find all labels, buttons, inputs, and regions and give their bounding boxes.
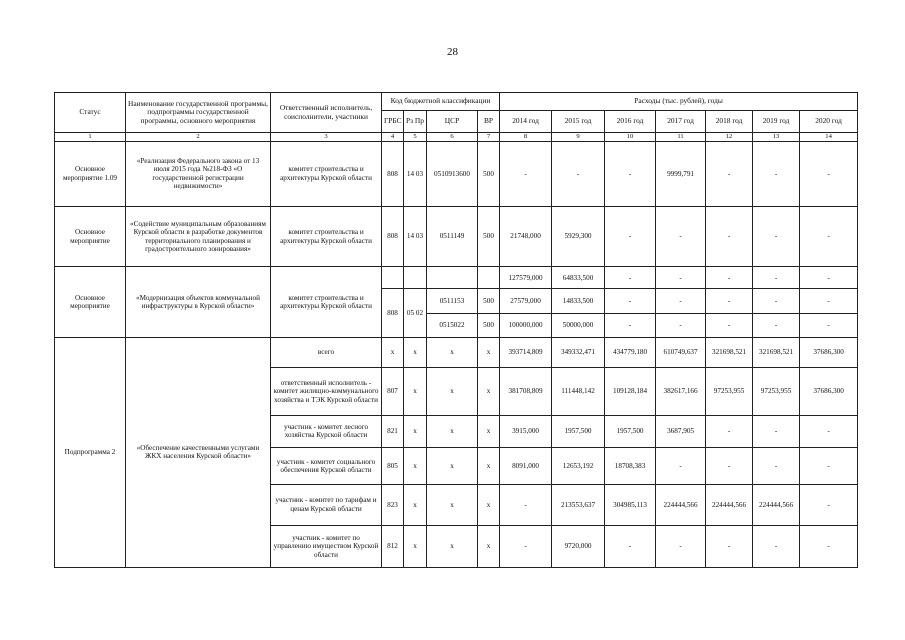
header-year: 2016 год bbox=[605, 111, 656, 133]
row-grbs: 807 bbox=[382, 368, 404, 415]
row-grbs: х bbox=[382, 337, 404, 367]
row-csr: х bbox=[427, 525, 478, 567]
column-number: 14 bbox=[800, 133, 858, 142]
row-value: 37686,300 bbox=[800, 337, 858, 367]
row-vr: 500 bbox=[478, 206, 500, 267]
row-value: 304985,113 bbox=[605, 485, 656, 525]
row-csr: х bbox=[427, 447, 478, 484]
row-value: - bbox=[656, 447, 706, 484]
column-number: 7 bbox=[478, 133, 500, 142]
row-value: 21748,000 bbox=[500, 206, 552, 267]
row-value: - bbox=[605, 313, 656, 337]
row-value: - bbox=[656, 525, 706, 567]
row-responsible: всего bbox=[271, 337, 382, 367]
row-vr: х bbox=[478, 368, 500, 415]
row-rzpr: 14 03 bbox=[404, 142, 427, 207]
row-responsible: комитет строительства и архитектуры Курской области bbox=[271, 267, 382, 338]
row-value: - bbox=[706, 313, 753, 337]
row-csr: х bbox=[427, 415, 478, 447]
page-number: 28 bbox=[447, 46, 458, 58]
row-vr: 500 bbox=[478, 289, 500, 313]
row-csr: 0511153 bbox=[427, 289, 478, 313]
row-value: - bbox=[800, 289, 858, 313]
row-value: 381708,809 bbox=[500, 368, 552, 415]
row-csr: х bbox=[427, 485, 478, 525]
row-value: - bbox=[800, 142, 858, 207]
header-grbs: ГРБС bbox=[382, 111, 404, 133]
row-value: 434779,180 bbox=[605, 337, 656, 367]
row-value: 14833,500 bbox=[552, 289, 605, 313]
row-responsible: участник - комитет социального обеспечения Курской области bbox=[271, 447, 382, 484]
row-value: - bbox=[753, 142, 800, 207]
row-csr: х bbox=[427, 368, 478, 415]
row-value: - bbox=[500, 142, 552, 207]
row-value: - bbox=[753, 525, 800, 567]
row-value: - bbox=[753, 447, 800, 484]
row-grbs: 808 bbox=[382, 206, 404, 267]
row-value: - bbox=[656, 289, 706, 313]
row-value: 97253,955 bbox=[706, 368, 753, 415]
row-rzpr: 14 03 bbox=[404, 206, 427, 267]
row-value: - bbox=[800, 485, 858, 525]
row-value: 5929,300 bbox=[552, 206, 605, 267]
column-number: 10 bbox=[605, 133, 656, 142]
row-vr: 500 bbox=[478, 142, 500, 207]
column-number: 13 bbox=[753, 133, 800, 142]
row-value: - bbox=[800, 447, 858, 484]
column-number: 6 bbox=[427, 133, 478, 142]
row-grbs: 808 bbox=[382, 142, 404, 207]
header-status: Статус bbox=[55, 93, 126, 133]
row-value: 127579,000 bbox=[500, 267, 552, 289]
row-responsible: комитет строительства и архитектуры Курской области bbox=[271, 206, 382, 267]
row-value: 610749,637 bbox=[656, 337, 706, 367]
row-name: «Модернизация объектов коммунальной инфраструктуры в Курской области» bbox=[126, 267, 271, 338]
row-rzpr: х bbox=[404, 525, 427, 567]
row-vr: х bbox=[478, 415, 500, 447]
table-row bbox=[55, 206, 858, 267]
row-value: 224444,566 bbox=[656, 485, 706, 525]
row-vr: х bbox=[478, 485, 500, 525]
row-value: 100000,000 bbox=[500, 313, 552, 337]
row-value: 349332,471 bbox=[552, 337, 605, 367]
row-value: - bbox=[605, 267, 656, 289]
row-value: - bbox=[753, 206, 800, 267]
row-grbs: 805 bbox=[382, 447, 404, 484]
row-grbs bbox=[382, 267, 404, 289]
row-value: 9720,000 bbox=[552, 525, 605, 567]
row-value: 8091,000 bbox=[500, 447, 552, 484]
row-status: Основное мероприятие bbox=[55, 206, 126, 267]
table-row bbox=[55, 142, 858, 207]
header-year: 2020 год bbox=[800, 111, 858, 133]
header-expenses: Расходы (тыс. рублей), годы bbox=[500, 93, 858, 111]
row-name: «Обеспечение качественными услугами ЖКХ населения Курской области» bbox=[126, 337, 271, 567]
row-value: 9999,791 bbox=[656, 142, 706, 207]
column-number: 12 bbox=[706, 133, 753, 142]
row-csr: 0510913600 bbox=[427, 142, 478, 207]
row-vr: 500 bbox=[478, 313, 500, 337]
header-year: 2014 год bbox=[500, 111, 552, 133]
row-vr bbox=[478, 267, 500, 289]
header-budget-code: Код бюджетной классификации bbox=[382, 93, 500, 111]
row-rzpr: х bbox=[404, 415, 427, 447]
header-year: 2018 год bbox=[706, 111, 753, 133]
row-value: - bbox=[605, 289, 656, 313]
row-value: - bbox=[800, 313, 858, 337]
row-rzpr: х bbox=[404, 447, 427, 484]
row-value: - bbox=[656, 267, 706, 289]
row-rzpr: х bbox=[404, 337, 427, 367]
header-year: 2015 год bbox=[552, 111, 605, 133]
row-value: 1957,500 bbox=[605, 415, 656, 447]
row-responsible: участник - комитет по тарифам и ценам Курской области bbox=[271, 485, 382, 525]
row-rzpr: х bbox=[404, 485, 427, 525]
row-value: - bbox=[800, 415, 858, 447]
row-value: 27579,000 bbox=[500, 289, 552, 313]
header-rzpr: Рз Пр bbox=[404, 111, 427, 133]
row-responsible: участник - комитет по управлению имуществом Курской области bbox=[271, 525, 382, 567]
header-year: 2017 год bbox=[656, 111, 706, 133]
row-value: - bbox=[706, 289, 753, 313]
column-number: 8 bbox=[500, 133, 552, 142]
row-grbs: 821 bbox=[382, 415, 404, 447]
row-value: - bbox=[552, 142, 605, 207]
row-value: 109128,184 bbox=[605, 368, 656, 415]
row-grbs: 808 bbox=[382, 289, 404, 337]
row-value: 224444,566 bbox=[753, 485, 800, 525]
column-number: 3 bbox=[271, 133, 382, 142]
row-value: 111448,142 bbox=[552, 368, 605, 415]
row-value: 321698,521 bbox=[706, 337, 753, 367]
row-vr: х bbox=[478, 447, 500, 484]
row-status: Основное мероприятие 1.09 bbox=[55, 142, 126, 207]
row-value: 3915,000 bbox=[500, 415, 552, 447]
row-value: - bbox=[500, 485, 552, 525]
header-responsible: Ответственный исполнитель, соисполнители, участники bbox=[271, 93, 382, 133]
row-grbs: 812 bbox=[382, 525, 404, 567]
row-vr: х bbox=[478, 337, 500, 367]
row-value: 382617,166 bbox=[656, 368, 706, 415]
row-value: - bbox=[753, 289, 800, 313]
row-value: - bbox=[753, 415, 800, 447]
row-value: - bbox=[706, 447, 753, 484]
row-value: 97253,955 bbox=[753, 368, 800, 415]
column-number: 2 bbox=[126, 133, 271, 142]
column-number: 1 bbox=[55, 133, 126, 142]
header-csr: ЦСР bbox=[427, 111, 478, 133]
row-csr: 0515022 bbox=[427, 313, 478, 337]
row-value: - bbox=[706, 206, 753, 267]
row-value: 213553,637 bbox=[552, 485, 605, 525]
row-value: 50000,000 bbox=[552, 313, 605, 337]
header-name: Наименование государственной программы, подпрограммы государственной программы, основного мероприятия bbox=[126, 93, 271, 133]
row-responsible: комитет строительства и архитектуры Курской области bbox=[271, 142, 382, 207]
header-vr: ВР bbox=[478, 111, 500, 133]
row-value: 18708,383 bbox=[605, 447, 656, 484]
row-value: - bbox=[706, 415, 753, 447]
column-number: 4 bbox=[382, 133, 404, 142]
row-csr bbox=[427, 267, 478, 289]
row-rzpr: 05 02 bbox=[404, 289, 427, 337]
row-value: 3687,905 bbox=[656, 415, 706, 447]
column-number: 11 bbox=[656, 133, 706, 142]
row-rzpr: х bbox=[404, 368, 427, 415]
row-value: - bbox=[605, 206, 656, 267]
row-value: - bbox=[605, 525, 656, 567]
row-responsible: ответственный исполнитель - комитет жилищно-коммунального хозяйства и ТЭК Курской области bbox=[271, 368, 382, 415]
row-value: - bbox=[656, 313, 706, 337]
row-name: «Реализация Федерального закона от 13 июля 2015 года №218-ФЗ «О государственной регистрации недвижимости» bbox=[126, 142, 271, 207]
row-value: 321698,521 bbox=[753, 337, 800, 367]
row-value: - bbox=[656, 206, 706, 267]
column-number: 9 bbox=[552, 133, 605, 142]
row-value: - bbox=[706, 525, 753, 567]
row-value: - bbox=[753, 267, 800, 289]
row-name: «Содействие муниципальным образованиям Курской области в разработке документов территориального планирования и градостроительного зонирования» bbox=[126, 206, 271, 267]
row-value: 1957,500 bbox=[552, 415, 605, 447]
column-number: 5 bbox=[404, 133, 427, 142]
row-grbs: 823 bbox=[382, 485, 404, 525]
row-rzpr bbox=[404, 267, 427, 289]
row-value: - bbox=[800, 206, 858, 267]
row-vr: х bbox=[478, 525, 500, 567]
table-row bbox=[55, 337, 858, 367]
row-value: 224444,566 bbox=[706, 485, 753, 525]
row-value: - bbox=[605, 142, 656, 207]
table-row bbox=[55, 267, 858, 289]
row-value: - bbox=[753, 313, 800, 337]
row-csr: х bbox=[427, 337, 478, 367]
row-status: Подпрограмма 2 bbox=[55, 337, 126, 567]
row-value: 64833,500 bbox=[552, 267, 605, 289]
row-value: - bbox=[706, 142, 753, 207]
row-csr: 0511149 bbox=[427, 206, 478, 267]
row-value: - bbox=[800, 525, 858, 567]
row-responsible: участник - комитет лесного хозяйства Курской области bbox=[271, 415, 382, 447]
row-value: - bbox=[800, 267, 858, 289]
row-status: Основное мероприятие bbox=[55, 267, 126, 338]
row-value: 393714,809 bbox=[500, 337, 552, 367]
header-year: 2019 год bbox=[753, 111, 800, 133]
row-value: 37686,300 bbox=[800, 368, 858, 415]
row-value: 12653,192 bbox=[552, 447, 605, 484]
budget-table bbox=[54, 92, 858, 568]
row-value: - bbox=[500, 525, 552, 567]
row-value: - bbox=[706, 267, 753, 289]
